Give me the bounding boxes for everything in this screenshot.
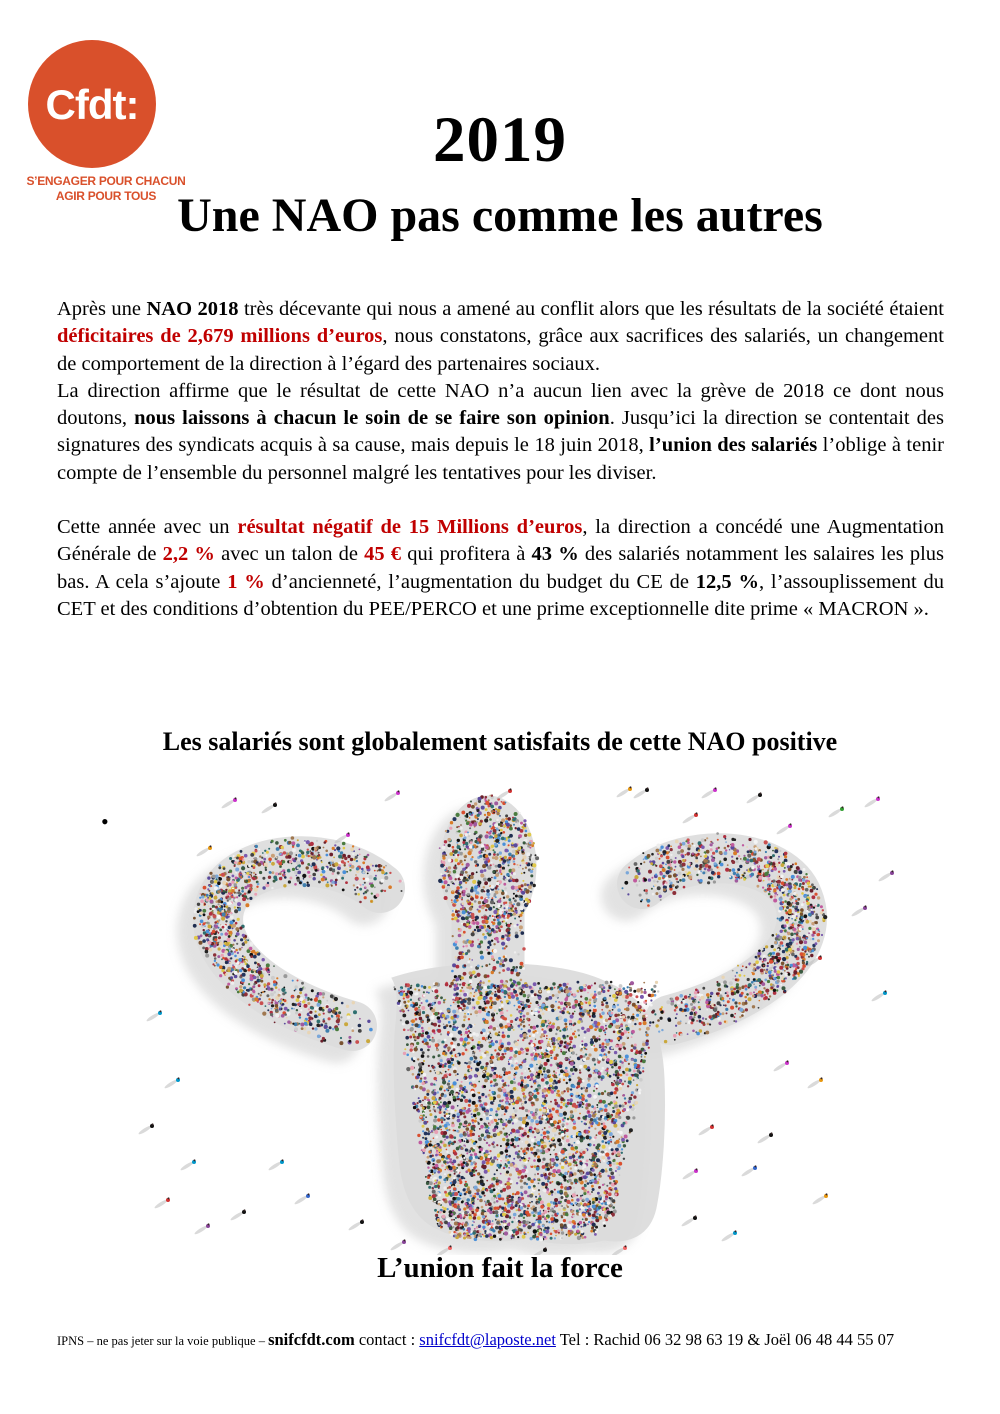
paragraph-2: La direction affirme que le résultat de cette NAO n’a aucun lien avec la grève de 2018 ce dont nous doutons, nous laissons à chacun le soin de se faire son opinion. Jusqu’ici la direction se contentait des signatures des syndicats acquis à sa cause, mais depuis le 18 juin 2018, l’union des salariés l’oblige à tenir compte de l’ensemble du personnel malgré les tentatives pour les diviser. (57, 379, 944, 484)
footer: IPNS – ne pas jeter sur la voie publique – snifcfdt.com contact : snifcfdt@laposte.net Tel : Rachid 06 32 98 63 19 & Joël 06 48 44 55 07 (57, 1330, 895, 1349)
body-text (57, 296, 944, 623)
illustration-caption: L’union fait la force (377, 1252, 623, 1284)
email-link[interactable]: snifcfdt@laposte.net (419, 1330, 556, 1349)
page-title: Une NAO pas comme les autres (177, 189, 823, 242)
tagline-line-1: S’ENGAGER POUR CHACUN (26, 174, 186, 188)
stray-bullet: • (101, 809, 109, 834)
year-title: 2019 (433, 104, 567, 176)
tagline-line-2: AGIR POUR TOUS (55, 189, 157, 203)
paragraph-1: Après une NAO 2018 très décevante qui nous a amené au conflit alors que les résultats de la société étaient déficitaires de 2,679 millions d’euros, nous constatons, grâce aux sacrifices des salariés, un changement de comportement de la direction à l’égard des partenaires sociaux. (57, 298, 944, 375)
paragraph-3: Cette année avec un résultat négatif de 15 Millions d’euros, la direction a concédé une Augmentation Générale de 2,2 % avec un talon de 45 € qui profitera à 43 % des salariés notamment les salaires les plus bas. A cela s’ajoute 1 % d’ancienneté, l’augmentation du budget du CE de 12,5 %, l’assouplissement du CET et des conditions d’obtention du PEE/PERCO et une prime exceptionnelle dite prime « MACRON ». (57, 516, 945, 620)
cfdt-logo-text: Cfdt: (45, 81, 139, 128)
crowd-strongman-image (130, 778, 910, 1255)
section-heading: Les salariés sont globalement satisfaits de cette NAO positive (162, 727, 838, 756)
